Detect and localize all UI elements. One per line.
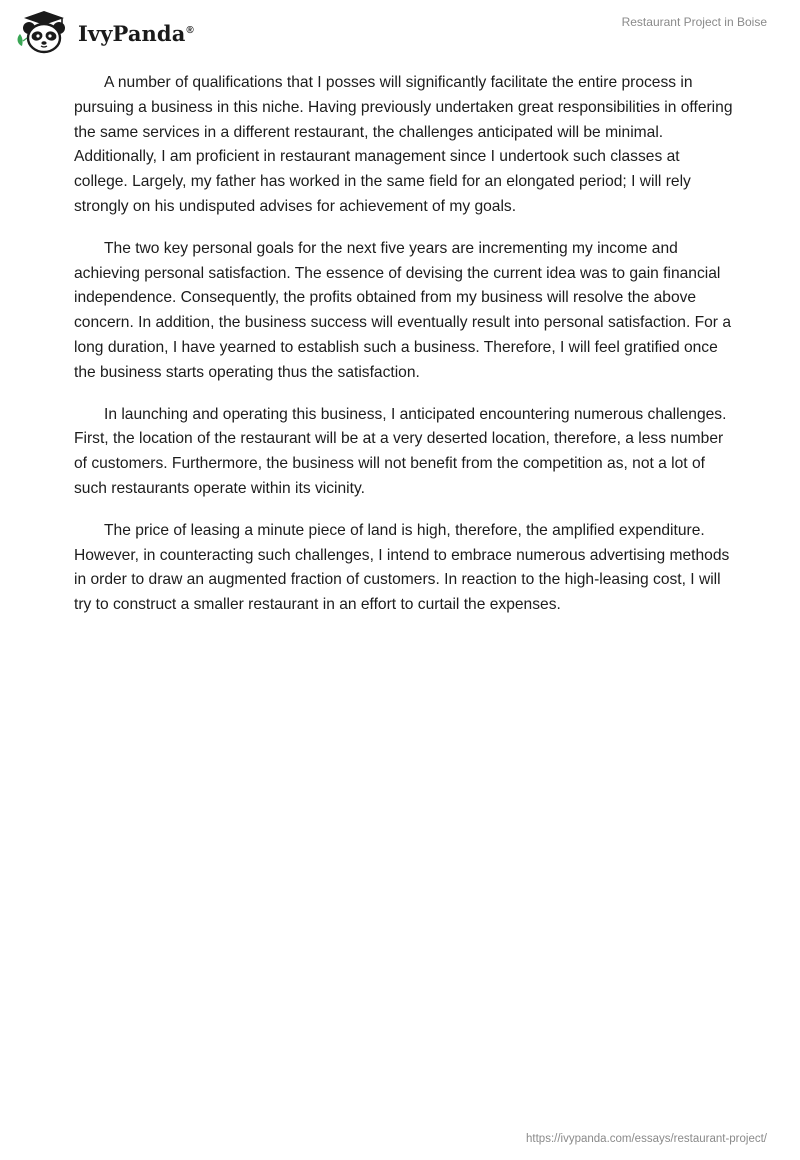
essay-body <box>74 71 734 635</box>
source-url-link[interactable]: https://ivypanda.com/essays/restaurant-project/ <box>526 1133 767 1145</box>
paragraph: A number of qualifications that I posses will significantly facilitate the entire process in pursuing a business in this niche. Having previously undertaken great responsibilities in offering the same services in a different restaurant, the challenges anticipated will be minimal. Additionally, I am proficient in restaurant management since I undertook such classes at college. Largely, my father has worked in the same field for an elongated period; I will rely strongly on his undisputed advises for achievement of my goals. <box>74 74 733 215</box>
paragraph: The two key personal goals for the next five years are incrementing my income and achieving personal satisfaction. The essence of devising the current idea was to gain financial independence. Consequently, the profits obtained from my business will resolve the above concern. In addition, the business success will eventually result into personal satisfaction. For a long duration, I have yearned to establish such a business. Therefore, I will feel gratified once the business starts operating thus the satisfaction. <box>74 239 732 381</box>
paragraph: In launching and operating this business, I anticipated encountering numerous challenges. First, the location of the restaurant will be at a very deserted location, therefore, a less number of customers. Furthermore, the business will not benefit from the competition as, not a lot of such restaurants operate within its vicinity. <box>74 405 727 497</box>
panda-logo-icon <box>14 8 74 56</box>
ivypanda-logo[interactable] <box>14 8 194 56</box>
registered-mark: ® <box>186 24 194 36</box>
page-header <box>0 0 800 60</box>
paragraph: The price of leasing a minute piece of land is high, therefore, the amplified expenditure. However, in counteracting such challenges, I intend to embrace numerous advertising methods in order to draw an augmented fraction of customers. In reaction to the high-leasing cost, I will try to construct a smaller restaurant in an effort to curtail the expenses. <box>74 521 730 614</box>
document-title: Restaurant Project in Boise <box>621 15 767 29</box>
brand-name: IvyPanda® <box>78 20 194 46</box>
